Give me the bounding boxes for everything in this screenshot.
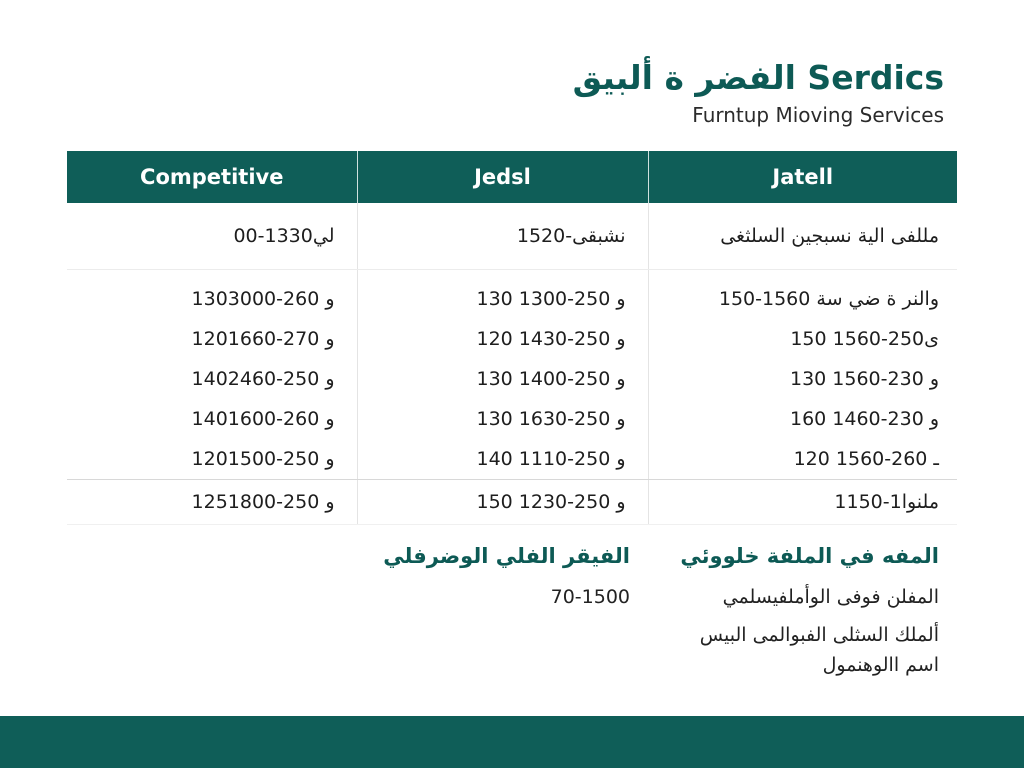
table-row xyxy=(67,399,957,439)
table-row xyxy=(67,439,957,480)
note-heading: الفيقر الفلي الوضرفلي xyxy=(383,544,630,568)
table-cell: 150 ﻯ250-1560 xyxy=(790,328,939,350)
table-cell: 120 ـ 260-1560 xyxy=(648,439,957,480)
note-value: 70-1500 xyxy=(550,586,630,608)
table-cell: 125ﻭ 250-1800 xyxy=(67,480,357,525)
table-cell: 150 ﻭ 250-1230 xyxy=(357,480,648,525)
table-cell: 120ﻭ 270-1660 xyxy=(67,319,357,359)
table-cell: 130 ﻭ 230-1560 xyxy=(789,368,939,390)
column-header-jedsl: Jedsl xyxy=(357,151,648,203)
table-cell: 160 ﻭ 230-1460 xyxy=(789,408,939,430)
table-cell: 130 ﻭ 250-1300 xyxy=(357,279,648,319)
table-row xyxy=(67,203,957,270)
column-header-jatell: Jatell xyxy=(648,151,957,203)
table-spacer xyxy=(67,270,957,280)
table-cell: 00-1330لي xyxy=(67,203,357,270)
note-text: اسم االوهنمول xyxy=(822,654,939,676)
notes-column-middle xyxy=(340,536,630,612)
notes-column-right xyxy=(649,536,939,680)
table-cell: 140ﻭ 260-1600 xyxy=(67,399,357,439)
table-header-row xyxy=(67,151,957,203)
footer-band xyxy=(0,716,1024,768)
note-heading: المفه في الملفة خلووئي xyxy=(680,544,939,568)
table-cell: 130 ﻭ 250-1630 xyxy=(357,399,648,439)
notes-section xyxy=(67,536,957,686)
table-total-row xyxy=(67,480,957,525)
header xyxy=(573,56,944,128)
table-row xyxy=(67,359,957,399)
table-cell: 1150-ملنوا1 xyxy=(648,480,957,525)
page-subtitle: Furntup Mioving Services xyxy=(692,103,944,127)
table-cell: 120 ﻭ 250-1430 xyxy=(357,319,648,359)
table-cell: 130ﻭ 260-3000 xyxy=(67,279,357,319)
table-cell: مللفى الية نسبجين السلثغى xyxy=(648,203,957,270)
note-text: ألملك السثلى الفبوالمى البيس xyxy=(699,624,939,646)
table-row xyxy=(67,279,957,319)
table-row xyxy=(67,319,957,359)
column-header-competitive: Competitive xyxy=(67,151,357,203)
pricing-table xyxy=(67,151,957,525)
table-cell: 120ﻭ 250-1500 xyxy=(67,439,357,480)
note-text: المفلن فوفى الوأملفيسلمي xyxy=(722,586,939,608)
table-cell: 140 ﻭ 250-1110 xyxy=(357,439,648,480)
table-cell: 140ﻭ 250-2460 xyxy=(67,359,357,399)
table-cell: 150-1560 ﻭالنر ة ضي سة xyxy=(718,288,939,310)
table-cell: 1520-نشبقى xyxy=(357,203,648,270)
table-cell: 130 ﻭ 250-1400 xyxy=(357,359,648,399)
page-title: الفضر ة ألبيق Serdics xyxy=(572,58,944,97)
